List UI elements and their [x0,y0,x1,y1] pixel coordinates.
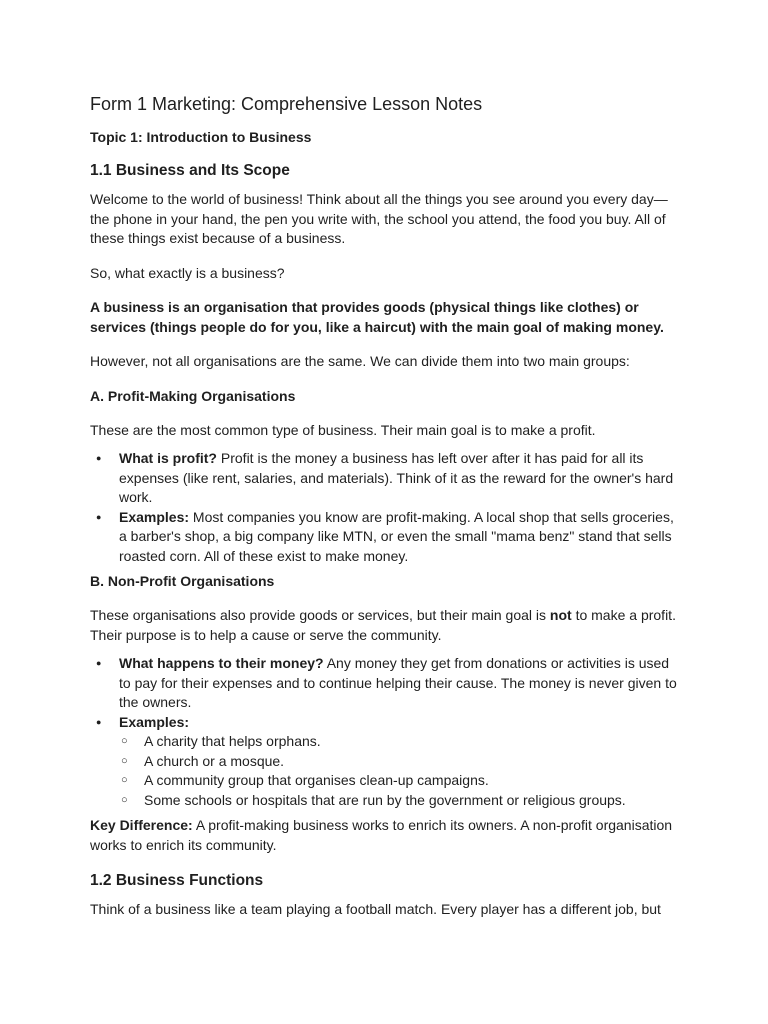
question-paragraph: So, what exactly is a business? [90,264,285,281]
list-item-label: Examples: [119,508,190,525]
list-item-label: Examples: [119,713,190,730]
section-heading-1-2: 1.2 Business Functions [90,872,264,889]
document-page [90,92,680,935]
list-item [90,654,680,713]
nonprofit-intro-part2: to make a profit. Their purpose is to help a cause or serve the community. [90,607,676,643]
sublist-item: ○ A charity that helps orphans. [119,732,680,752]
groups-intro-paragraph: However, not all organisations are the same. We can divide them into two main groups: [90,353,630,369]
key-difference-label: Key Difference: [90,817,193,833]
nonprofit-intro-emphasis: not [549,607,572,623]
profit-intro: These are the most common type of business. Their main goal is to make a profit. [90,421,596,438]
document-title: Form 1 Marketing: Comprehensive Lesson Notes [90,94,483,114]
key-difference-text: A profit-making business works to enrich its owners. A non-profit organisation works to enrich its community. [90,817,673,853]
sublist-item: ○ A community group that organises clean-up campaigns. [119,771,680,791]
topic-title: Topic 1: Introduction to Business [90,129,312,145]
list-item-text: Any money they get from donations or activities is used to pay for their expenses and to continue helping their cause. The money is never given to the owners. [119,655,677,710]
list-item-label: What happens to their money? [119,655,324,671]
nonprofit-heading: B. Non-Profit Organisations [90,573,275,589]
sublist-item: ○ Some schools or hospitals that are run by the government or religious groups. [119,791,680,811]
intro-paragraph: Welcome to the world of business! Think about all the things you see around you every day—the phone in your hand, the pen you write with, the school you attend, the food you buy. All of these things exist because of a business. [90,191,668,246]
list-item-text: Most companies you know are profit-making. A local shop that sells groceries, a barber's shop, a big company like MTN, or even the small "mama benz" stand that sells roasted corn. All of these exist to make money. [119,508,674,564]
profit-list [90,449,680,566]
sublist-item: ○ A church or a mosque. [119,752,680,772]
definition-text: A business is an organisation that provides goods (physical things like clothes) or services (things people do for you, like a haircut) with the main goal of making money. [90,299,664,335]
nonprofit-list [90,654,680,810]
list-item [90,449,680,508]
section-heading-1-1: 1.1 Business and Its Scope [90,162,290,179]
list-item-text: Profit is the money a business has left over after it has paid for all its expenses (like rent, salaries, and materials). Think of it as the reward for the owner's hard work. [119,450,674,505]
nonprofit-intro-part1: These organisations also provide goods or services, but their main goal is [90,607,550,623]
list-item-label: What is profit? [119,450,217,466]
definition-paragraph [90,298,680,337]
functions-intro: Think of a business like a team playing a football match. Every player has a different job, but [90,901,661,917]
nonprofit-intro [90,606,680,645]
list-item [90,713,680,811]
key-difference-paragraph [90,816,680,855]
profit-heading: A. Profit-Making Organisations [90,387,296,404]
examples-sublist [119,732,680,810]
list-item [90,508,680,567]
